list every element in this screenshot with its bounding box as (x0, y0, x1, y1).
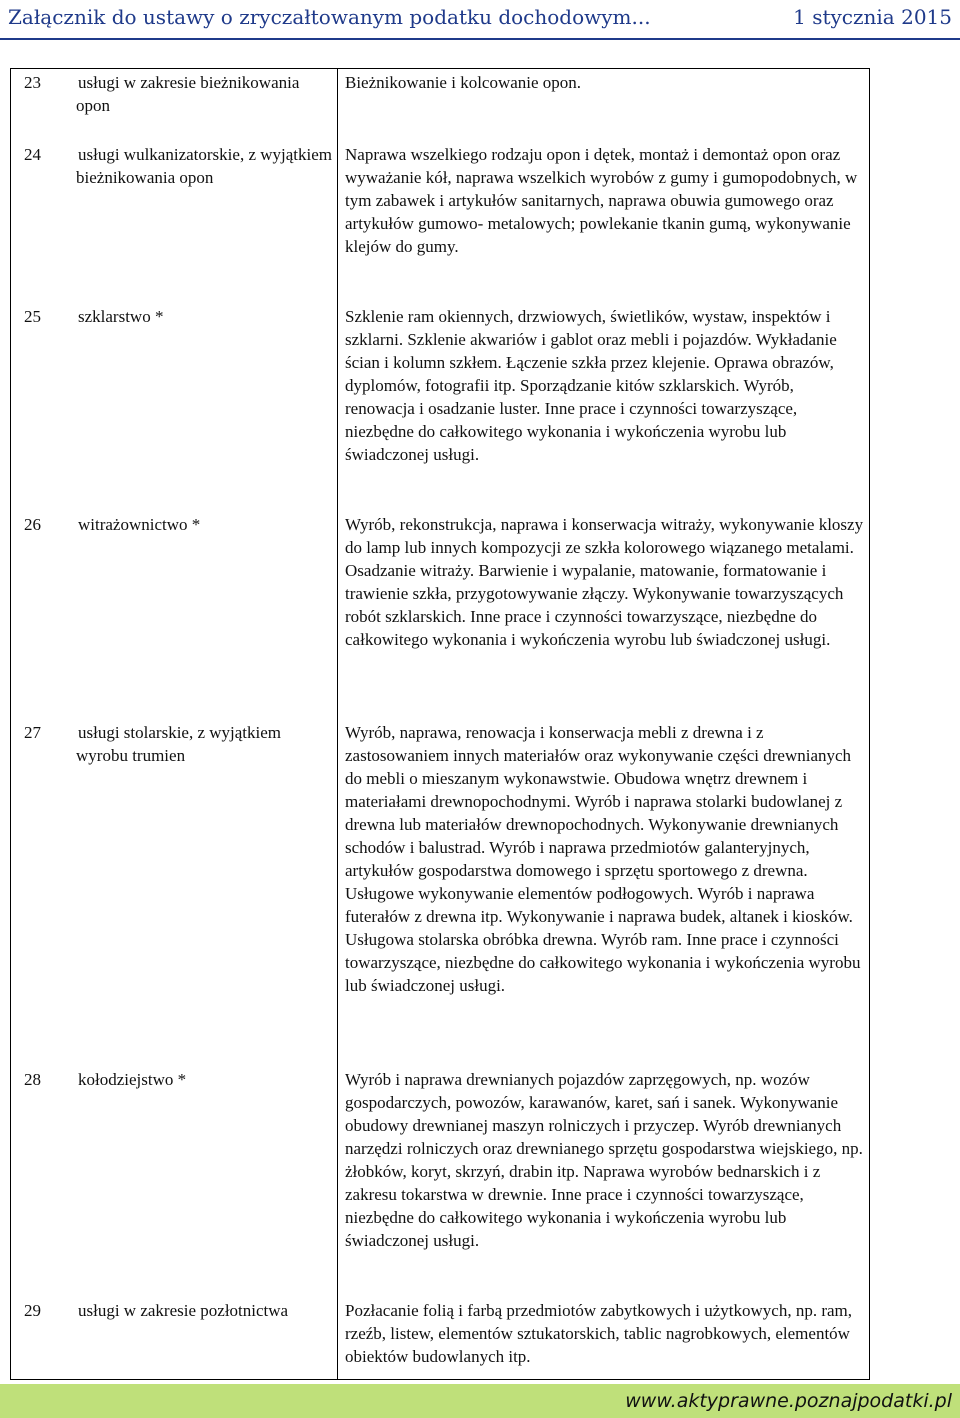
service-description: Wyrób, rekonstrukcja, naprawa i konserwacja witraży, wykonywanie kloszy do lamp lub innych kompozycji ze szkła kolorowego wiązanego metalami. Osadzanie witraży. Barwienie i wypalanie, matowanie, formatowanie i trawienie szkła, przygotowywanie złączy. Wykonywanie towarzyszących robót szklarskich. Inne prace i czynności towarzyszące, niezbędne do całkowitego wykonania i wykończenia wyrobu lub świadczonej usługi. (345, 515, 864, 649)
service-name: usługi stolarskie, z wyjątkiem wyrobu trumien (76, 723, 282, 765)
service-description: Wyrób i naprawa drewnianych pojazdów zaprzęgowych, np. wozów gospodarczych, powozów, karawanów, karet, sań i sanek. Wykonywanie obudowy drewnianej maszyn rolniczych i przyczep. Wyrób drewnianych narzędzi rolniczych oraz drewnianego sprzętu gospodarstwa wiejskiego, np. żłobków, koryt, skrzyń, drabin itp. Naprawa wyrobów bednarskich i z zakresu tokarstwa w drewnie. Inne prace i czynności towarzyszące, niezbędne do całkowitego wykonania i wykończenia wyrobu lub świadczonej usługi. (345, 1070, 863, 1250)
row-number: 25 (24, 307, 41, 326)
service-name: kołodziejstwo * (78, 1070, 187, 1089)
service-name: usługi w zakresie pozłotnictwa (78, 1301, 289, 1320)
service-description: Naprawa wszelkiego rodzaju opon i dętek, montaż i demontaż opon oraz wyważanie kół, naprawa wszelkich wyrobów z gumy i gumopodobnych, w tym zabawek i artykułów sanitarnych, naprawa obuwia gumowego oraz artykułów gumowo- metalowych; powlekanie tkanin gumą, wykonywanie klejów do gumy. (345, 145, 858, 256)
row-number: 24 (24, 145, 41, 164)
row-number: 23 (24, 73, 41, 92)
service-description: Szklenie ram okiennych, drzwiowych, świetlików, wystaw, inspektów i szklarni. Szklenie akwariów i gablot oraz mebli i pojazdów. Wykładanie ścian i kolumn szkłem. Łączenie szkła przez klejenie. Oprawa obrazów, dyplomów, fotografii itp. Sporządzanie kitów szklarskich. Wyrób, renowacja i osadzanie luster. Inne prace i czynności towarzyszące, niezbędne do całkowitego wykonania i wykończenia wyrobu lub świadczonej usługi. (345, 307, 837, 464)
column-divider (337, 69, 338, 1379)
service-description: Bieżnikowanie i kolcowanie opon. (345, 73, 582, 92)
service-description: Pozłacanie folią i farbą przedmiotów zabytkowych i użytkowych, np. ram, rzeźb, listew, elementów sztukatorskich, tablic nagrobkowych, elementów obiektów budowlanych itp. (345, 1301, 852, 1366)
service-name: witrażownictwo * (78, 515, 201, 534)
row-number: 28 (24, 1070, 41, 1089)
row-number: 26 (24, 515, 41, 534)
footer-url[interactable]: www.aktyprawne.poznajpodatki.pl (625, 1390, 952, 1412)
footer-bar (0, 1384, 960, 1418)
header-title: Załącznik do ustawy o zryczałtowanym podatku dochodowym... (8, 5, 651, 29)
header-rule (0, 38, 960, 40)
service-name: usługi w zakresie bieżnikowania opon (76, 73, 300, 115)
service-description: Wyrób, naprawa, renowacja i konserwacja mebli z drewna i z zastosowaniem innych materiałów oraz wykonywanie części drewnianych do mebli o mieszanym wykonawstwie. Obudowa wnętrz drewnem i materiałami drewnopochodnymi. Wyrób i naprawa stolarki budowlanej z drewna lub materiałów drewnopochodnych. Wykonywanie drewnianych schodów i balustrad. Wyrób i naprawa przedmiotów galanteryjnych, artykułów gospodarstwa domowego i sprzętu sportowego z drewna. Usługowe wykonywanie elementów podłogowych. Wyrób i naprawa futerałów z drewna itp. Wykonywanie i naprawa budek, altanek i kiosków. Usługowa stolarska obróbka drewna. Wyrób ram. Inne prace i czynności towarzyszące, niezbędne do całkowitego wykonania i wykończenia wyrobu lub świadczonej usługi. (345, 723, 861, 995)
service-name: szklarstwo * (78, 307, 164, 326)
document-header (0, 0, 960, 44)
header-date: 1 stycznia 2015 (793, 5, 952, 29)
row-number: 27 (24, 723, 41, 742)
service-name: usługi wulkanizatorskie, z wyjątkiem bieżnikowania opon (76, 145, 332, 187)
row-number: 29 (24, 1301, 41, 1320)
